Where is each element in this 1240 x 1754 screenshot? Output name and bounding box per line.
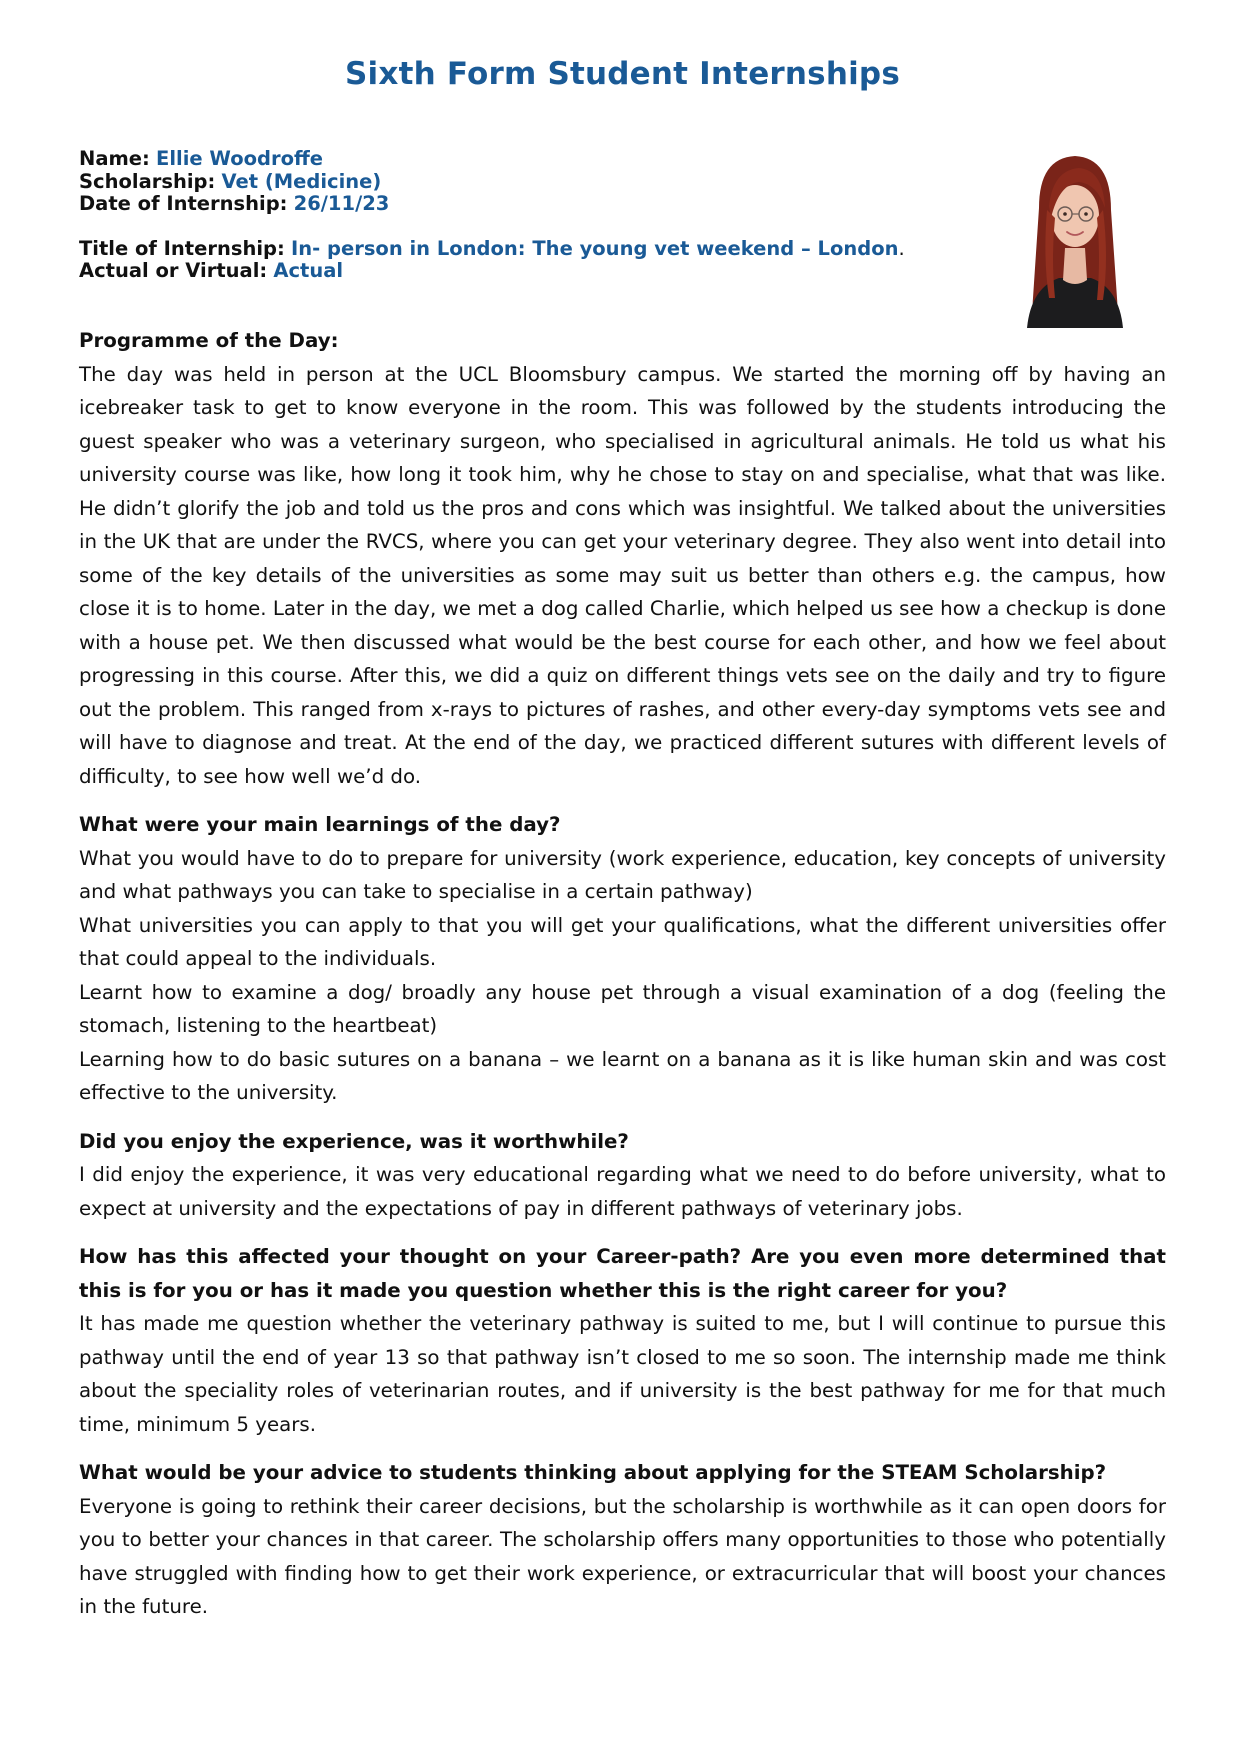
student-photo: [1009, 148, 1139, 328]
scholarship-value: Vet (Medicine): [221, 169, 382, 193]
learning-item: Learning how to do basic sutures on a banana – we learnt on a banana as it is like human skin and was cost effective to the university.: [79, 1047, 1166, 1104]
enjoy-section: [79, 1125, 1166, 1226]
advice-text: Everyone is going to rethink their career decisions, but the scholarship is worthwhile as it can open doors for you to better your chances in that career. The scholarship offers many opportunities to those who potentially have struggled with finding how to get their work experience, or extracurricular that will boost your chances in the future.: [79, 1494, 1166, 1618]
report-body: [79, 324, 1166, 1639]
advice-section: [79, 1456, 1166, 1624]
mode-label: Actual or Virtual:: [79, 259, 268, 282]
enjoy-text: I did enjoy the experience, it was very educational regarding what we need to do before university, what to expect at university and the expectations of pay in different pathways of veterinary jobs.: [79, 1163, 1166, 1220]
career-section: [79, 1240, 1166, 1441]
name-label: Name:: [79, 147, 150, 170]
learning-item: Learnt how to examine a dog/ broadly any house pet through a visual examination of a dog (feeling the stomach, listening to the heartbeat): [79, 980, 1166, 1037]
programme-heading: Programme of the Day:: [79, 329, 339, 352]
enjoy-heading: Did you enjoy the experience, was it worthwhile?: [79, 1129, 629, 1153]
career-heading: How has this affected your thought on your Career-path? Are you even more determined that this is for you or has it made you question whether this is the right career for you?: [79, 1245, 1166, 1302]
programme-text: The day was held in person at the UCL Bloomsbury campus. We started the morning off by having an icebreaker task to get to know everyone in the room. This was followed by the students introducing the guest speaker who was a veterinary surgeon, who specialised in agricultural animals. He told us what his university course was like, how long it took him, why he chose to stay on and specialise, what that was like. He didn’t glorify the job and told us the pros and cons which was insightful. We talked about the universities in the UK that are under the RVCS, where you can get your veterinary degree. They also went into detail into some of the key details of the universities as some may suit us better than others e.g. the campus, how close it is to home. Later in the day, we met a dog called Charlie, which helped us see how a checkup is done with a house pet. We then discussed what would be the best course for each other, and how we feel about progressing in this course. After this, we did a quiz on different things vets see on the daily and try to figure out the problem. This ranged from x-rays to pictures of rashes, and other every-day symptoms vets see and will have to diagnose and treat. At the end of the day, we practiced different sutures with different levels of difficulty, to see how well we’d do.: [79, 362, 1166, 788]
mode-value: Actual: [273, 259, 344, 282]
internship-title-row: [79, 238, 999, 261]
career-text: It has made me question whether the veterinary pathway is suited to me, but I will continue to pursue this pathway until the end of year 13 so that pathway isn’t closed to me so soon. The internship made me think about the speciality roles of veterinarian routes, and if university is the best pathway for me for that much time, minimum 5 years.: [79, 1312, 1166, 1436]
learning-item: What you would have to do to prepare for university (work experience, education, key concepts of university and what pathways you can take to specialise in a certain pathway): [79, 846, 1166, 903]
learnings-heading: What were your main learnings of the day?: [79, 813, 561, 836]
internship-title-label: Title of Internship:: [79, 236, 285, 260]
scholarship-label: Scholarship:: [79, 169, 216, 193]
page-title: Sixth Form Student Internships: [345, 56, 900, 92]
internship-title-suffix: .: [898, 236, 905, 260]
name-row: [79, 148, 999, 171]
date-label: Date of Internship:: [79, 192, 288, 215]
learnings-section: [79, 808, 1166, 1110]
advice-heading: What would be your advice to students thinking about applying for the STEAM Scholarship?: [79, 1461, 1107, 1484]
learning-item: What universities you can apply to that you will get your qualifications, what the different universities offer that could appeal to the individuals.: [79, 913, 1166, 970]
scholarship-row: [79, 171, 999, 194]
name-value: Ellie Woodroffe: [156, 147, 324, 170]
mode-row: [79, 260, 999, 283]
date-value: 26/11/23: [293, 192, 390, 215]
internship-title-value: In- person in London: The young vet weekend – London: [291, 236, 899, 260]
programme-section: [79, 324, 1166, 793]
student-info: [79, 148, 999, 283]
date-row: [79, 193, 999, 216]
